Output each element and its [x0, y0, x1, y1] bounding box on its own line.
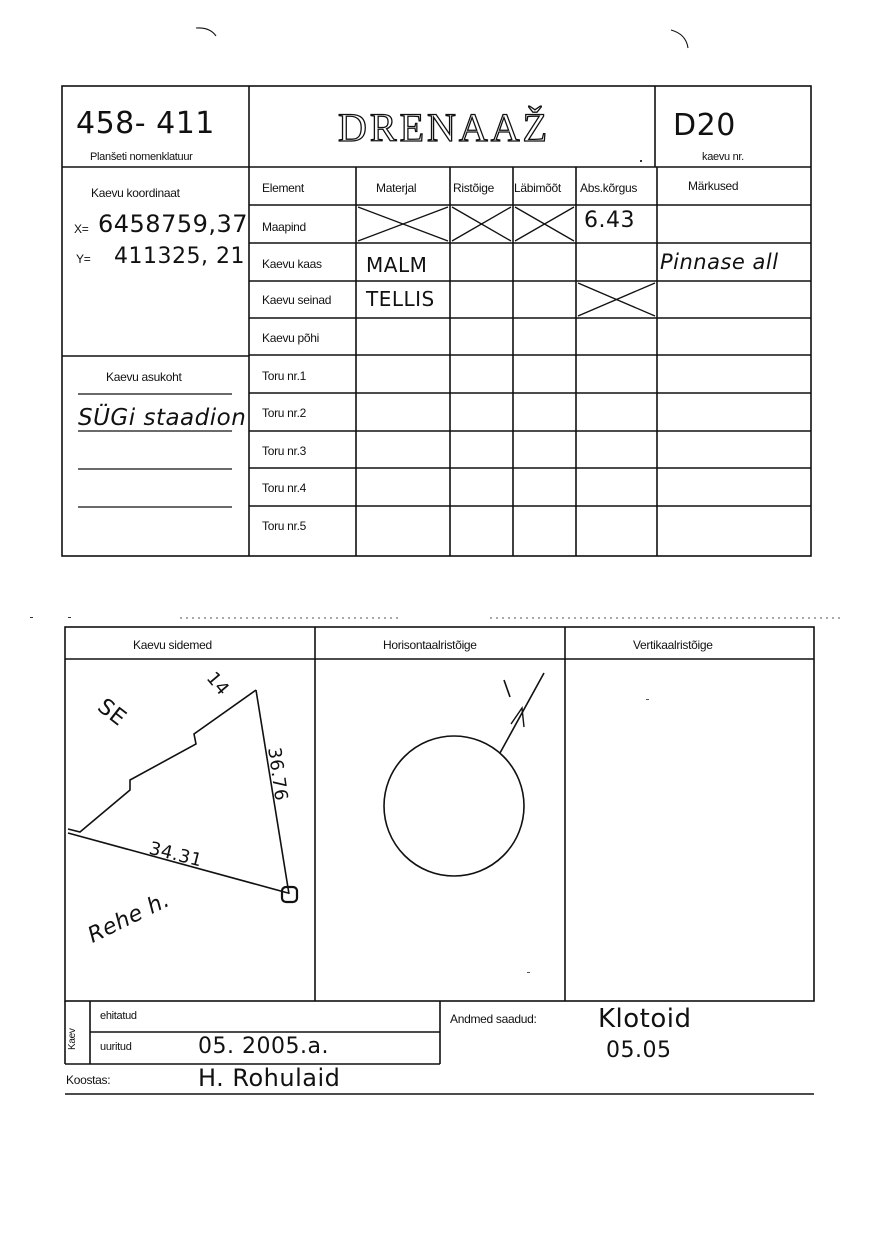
surveyed-label: uuritud — [100, 1041, 132, 1053]
surveyed-date: 05. 2005.a. — [198, 1034, 329, 1059]
col-materjal: Materjal — [376, 181, 417, 195]
composed-by: H. Rohulaid — [198, 1064, 341, 1092]
col-labimoot: Läbimõõt — [514, 181, 561, 195]
scan-dot — [527, 972, 530, 973]
row-label: Toru nr.3 — [262, 444, 306, 458]
tie-note: Rehe h. — [84, 887, 174, 949]
row-label: Maapind — [262, 220, 306, 234]
tie-distance-34: 34.31 — [146, 838, 205, 872]
pipe-number — [516, 694, 517, 695]
cover-material: MALM — [366, 253, 428, 277]
scan-dot — [646, 699, 649, 700]
col-element: Element — [262, 181, 304, 195]
x-coordinate: 6458759,37 — [98, 210, 249, 238]
col-markused: Märkused — [688, 179, 739, 193]
location-label: Kaevu asukoht — [106, 370, 182, 384]
row-label: Kaevu seinad — [262, 293, 332, 307]
kaev-label: Kaev — [67, 1028, 78, 1050]
y-coordinate: 411325, 21 — [114, 244, 245, 269]
wall-material: TELLIS — [366, 287, 435, 311]
composed-label: Koostas: — [66, 1073, 111, 1087]
col-ristloige: Ristõige — [453, 181, 494, 195]
location-value: SÜGi staadion — [78, 405, 247, 431]
coordinates-label: Kaevu koordinaat — [91, 186, 180, 200]
tie-distance-36: 36.76 — [263, 746, 292, 803]
built-label: ehitatud — [100, 1010, 137, 1022]
tie-distance-14: 14 — [201, 668, 234, 700]
row-label: Toru nr.4 — [262, 481, 306, 495]
data-source-label: Andmed saadud: — [450, 1012, 537, 1026]
ties-label: Kaevu sidemed — [133, 638, 212, 652]
row-label: Kaevu põhi — [262, 331, 320, 345]
plan-code: 458- 411 — [76, 106, 215, 141]
well-number-label: kaevu nr. — [702, 151, 744, 163]
data-source-date: 05.05 — [606, 1038, 672, 1063]
well-number: D20 — [673, 108, 736, 143]
cover-remark: Pinnase all — [660, 250, 779, 274]
horizontal-section-label: Horisontaalristõige — [383, 638, 477, 652]
form-title: DRENAAŽ — [338, 105, 551, 150]
row-label: Toru nr.5 — [262, 519, 306, 533]
tie-direction: SE — [92, 694, 131, 732]
x-prefix: X= — [74, 222, 89, 236]
scan-dot — [640, 160, 642, 162]
data-source-value: Klotoid — [598, 1004, 692, 1034]
y-prefix: Y= — [76, 252, 91, 266]
col-abs-korgus: Abs.kõrgus — [580, 181, 638, 195]
row-label: Kaevu kaas — [262, 257, 322, 271]
row-label: Toru nr.2 — [262, 406, 306, 420]
vertical-section-label: Vertikaalristõige — [633, 638, 713, 652]
plan-label: Planšeti nomenklatuur — [90, 151, 193, 163]
row-label: Toru nr.1 — [262, 369, 306, 383]
maapind-abs-height: 6.43 — [584, 208, 635, 233]
